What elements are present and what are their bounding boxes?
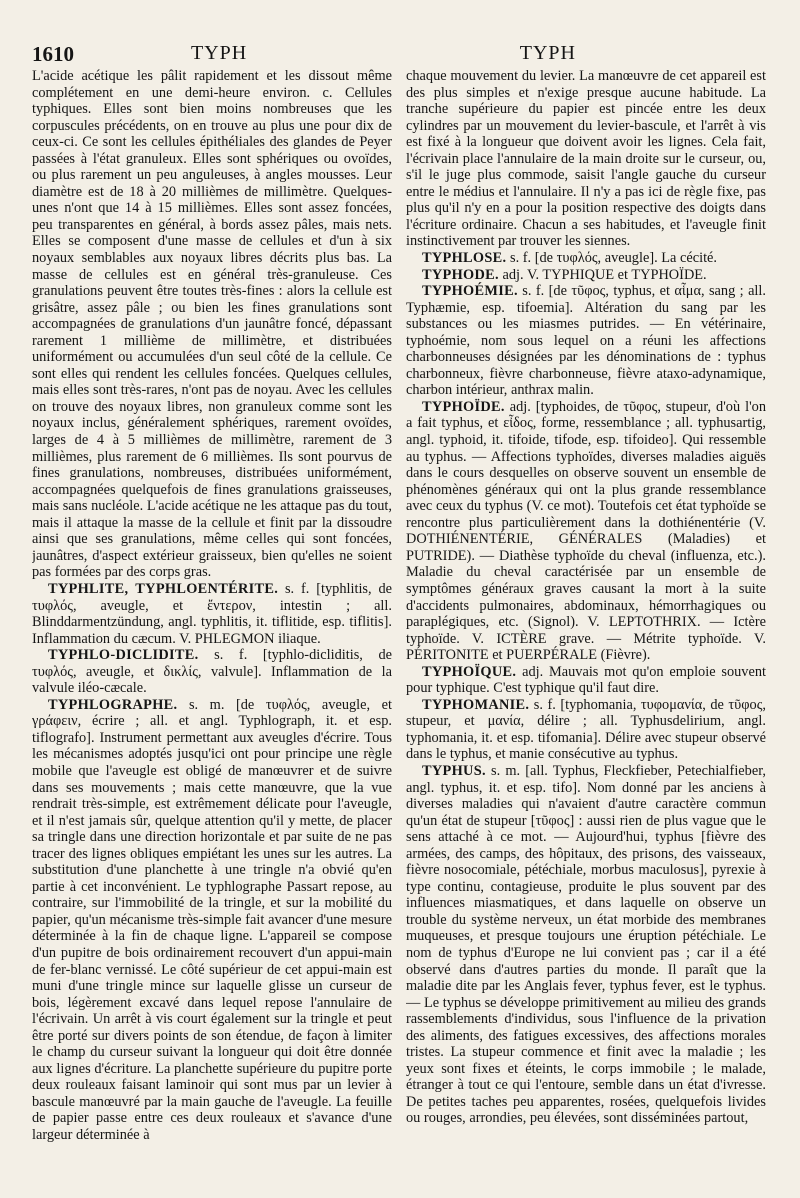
- definition: s. f. [de τῦφος, typhus, et αἷμα, sang ; all. Typhæmie, esp. tifoemia]. Altération du sang par les substances ou les miasmes putrides. — En vétérinaire, typhoémie, nom sous lequel on a réuni les affections charbonneuses désignées par les dénominations de : typhus charbonneux, fièvre charbonneuse, fièvre ataxo-adynamique, charbon intérieur, anthrax malin.: [406, 283, 766, 399]
- text-columns: [32, 68, 766, 1176]
- entry-typhoemie: [406, 283, 766, 399]
- definition: s. m. [all. Typhus, Fleckfieber, Petechialfieber, angl. typhus, it. et esp. tifo]. Nom donné par les anciens à diverses maladies qui n'avaient d'autre caractère commun qu'un état de stupeur [τῦφος] : aussi rien de plus vague que le sens attaché à ce mot. — Aujourd'hui, typhus [fièvre des armées, des camps, des hôpitaux, des prisons, des vaisseaux, fièvre nosocomiale, pétéchiale, morbus maculosus], pyrexie à type continu, contagieuse, produite le plus souvent par des influences miasmatiques, et dans laquelle on observe un trouble du système nerveux, un état morbide des membranes muqueuses, et presque toujours une éruption pétéchiale. Le nom de typhus d'Europe ne lui convient pas ; car il a été observé dans d'autres parties du monde. Il paraît que la maladie dite par les Anglais fever, typhus fever, est le typhus. — Le typhus se développe primitivement au milieu des grands rassemblements d'individus, sous l'influence de la privation des aliments, des fatigues excessives, des affections morales tristes. La stupeur commence et finit avec la maladie ; les yeux sont fixes et éteints, le corps immobile ; le malade, étranger à tout ce qui l'entoure, semble dans un état d'ivresse. De petites taches peu apparentes, rosées, quelquefois livides ou rouges, arrondies, peu élevées, sont disséminées partout,: [406, 762, 766, 1127]
- headword: TYPHLOSE.: [422, 250, 507, 267]
- definition: s. f. [typhomania, τυφομανία, de τῦφος, stupeur, et μανία, délire ; all. Typhusdelirium, angl. typhomania, it. et esp. tifomania]. Délire avec stupeur observé dans le typhus, et manie consécutive au typhus.: [406, 696, 766, 763]
- entry-typhlographe: [32, 697, 392, 1144]
- running-head-right: TYPH: [519, 42, 576, 64]
- definition: adj. Mauvais mot qu'on emploie souvent pour typhique. C'est typhique qu'il faut dire.: [406, 663, 766, 697]
- entry-typhomanie: [406, 697, 766, 763]
- definition: s. m. [de τυφλός, aveugle, et γράφειν, écrire ; all. et angl. Typhlograph, it. et esp. tiflografo]. Instrument permettant aux aveugles d'écrire. Tous les mécanismes adoptés jusqu'ici ont pour principe une règle mobile que l'aveugle est obligé de manœuvrer et de suivre dans ses mouvements ; mais cette manœuvre, que la vue rendrait très-simple, est extrêmement délicate pour l'aveugle, et il n'est jamais sûr, quelque attention qu'il y mette, de placer sa tringle dans une direction horizontale et par suite de ne pas tracer des lignes obliques empiétant les unes sur les autres. La substitution d'une planchette à une tringle n'a obvié qu'en partie à cet inconvénient. Le typhlographe Passart repose, au contraire, sur l'immobilité de la tringle, et sur la mobilité du papier, qu'un mécanisme très-simple fait avancer d'une mesure déterminée à la fin de chaque ligne. L'appareil se compose d'un pupitre de bois ordinairement recouvert d'un appui-main de fer-blanc vernissé. Le côté supérieur de cet appui-main est muni d'une tringle mince sur laquelle glisse un curseur de bois, légèrement excavé dans lequel repose l'annulaire de l'écrivain. Un arrêt à vis court également sur la tringle et peut être porté sur divers points de son étendue, de façon à limiter le champ du curseur suivant la longueur qui doit être donnée aux lignes d'écriture. La planchette supérieure du pupitre porte deux rouleaux faisant laminoir qui sont mus par un levier à bascule manœuvré par la main gauche de l'aveugle. La feuille de papier passe entre ces deux rouleaux et s'avance d'une largeur déterminée à: [32, 696, 392, 1143]
- typhique-continuation: L'acide acétique les pâlit rapidement et les dissout même complétement en une demi-heure environ. c. Cellules typhiques. Elles sont bien moins nombreuses que les corpuscules précédents, on en trouve au plus une pour dix de ceux-ci. Ce sont les cellules épithéliales des glandes de Peyer passées à l'état granuleux. Elles sont sphériques ou ovoïdes, ou plus rarement un peu anguleuses, à angles mousses. Leur diamètre est de 18 à 20 millièmes de millimètre. Quelques-unes n'ont que 14 à 15 millièmes. Elles sont assez foncées, peu transparentes en général, à bords assez pâles, mais nets. Elles se composent d'une masse de cellules et d'un à six noyaux semblables aux noyaux libres décrits plus bas. La masse de cellules est en général très-granuleuse. Ces granulations peuvent être toutes très-fines : alors la cellule est grisâtre, assez pâle ; ou bien les fines granulations sont accompagnées de granulations d'un jaunâtre foncé, dépassant rarement 1 millième de millimètre, et distribuées uniformément ou accumulées d'un seul côté de la cellule. Ce sont elles qui rendent les cellules foncées. Quelques cellules, mais elles sont très-rares, n'ont pas de noyau. Avec les cellules on trouve des noyaux libres, non granuleux comme sont les noyaux inclus, généralement sphériques, rarement ovoïdes, larges de 4 à 5 millièmes de millimètre, rarement de 3 millièmes, plus rarement de 6 millièmes. Ils sont pourvus de fines granulations, nombreuses, distribuées uniformément, accompagnées quelquefois de fines granulations graisseuses, mais sans nucléole. L'acide acétique ne les attaque pas du tout, mais il attaque la masse de la cellule et finit par la dissoudre ainsi que ses granulations, même celles qui sont foncées, jaunâtres, d'aspect extérieur graisseux, bien qu'elles ne soient pas formées par des corps gras.: [32, 68, 392, 581]
- headword: TYPHODE.: [422, 266, 499, 283]
- left-column: [32, 68, 392, 1176]
- entry-typhoide: [406, 399, 766, 664]
- definition: adj. [typhoides, de τῦφος, stupeur, d'où l'on a fait typhus, et εἶδος, forme, ressemblance ; all. typhusartig, angl. typhoid, it. tifoide, tifode, esp. tifoideo]. Qui ressemble au typhus. — Affections typhoïdes, diverses maladies aiguës dans le cours desquelles on observe souvent un ensemble de phénomènes généraux qui ont la plus grande ressemblance avec ceux du typhus (V. ce mot). Toutefois cet état typhoïde se rencontre plus particulièrement dans la dothiénentérie (V. DOTHIÉNENTÉRIE, GÉNÉRALES (Maladies) et PUTRIDE). — Diathèse typhoïde du cheval (influenza, etc.). Maladie du cheval caractérisée par un ensemble de symptômes généraux graves causant la mort à la suite d'accidents pulmonaires, abdominaux, hémorrhagiques ou paraplégiques, etc. (Signol). V. LEPTOTHRIX. — Ictère typhoïde. V. ICTÈRE grave. — Métrite typhoïde. V. PÉRITONITE et PUERPÉRALE (Fièvre).: [406, 398, 766, 664]
- running-head-left: TYPH: [191, 42, 248, 64]
- entry-typhode: [406, 267, 766, 284]
- right-column: [406, 68, 766, 1176]
- entry-typhlite: [32, 581, 392, 647]
- headword: TYPHLITE, TYPHLOENTÉRITE.: [48, 580, 279, 597]
- headword: TYPHOÏQUE.: [422, 663, 517, 680]
- entry-typhlose: [406, 250, 766, 267]
- typhlographe-continuation: chaque mouvement du levier. La manœuvre de cet appareil est des plus simples et n'exige presque aucune habitude. La tranche supérieure du papier est pincée entre les deux cylindres par un mouvement du levier-bascule, et l'arrêt à vis est fixé à la longueur que doivent avoir les lignes. Cela fait, l'écrivain place l'annulaire de la main droite sur le curseur, ou, s'il le juge plus commode, saisit l'angle gauche du curseur entre le médius et l'annulaire. Il n'y a pas ici de règle fixe, pas plus qu'il n'y en a pour la position respective des doigts dans l'écriture ordinaire. Chacun a ses habitudes, et l'aveugle finit instinctivement par trouver les siennes.: [406, 68, 766, 250]
- headword: TYPHOÉMIE.: [422, 283, 518, 300]
- page-number: 1610: [32, 42, 74, 66]
- headword: TYPHOMANIE.: [422, 696, 530, 713]
- headword: TYPHOÏDE.: [422, 398, 505, 415]
- definition: s. f. [typhlitis, de τυφλός, aveugle, et ἔντερον, intestin ; all. Blinddarmentzündung, angl. typhlitis, it. tiflitide, esp. tiflitis]. Inflammation du cæcum. V. PHLEGMON iliaque.: [32, 580, 392, 647]
- entry-typhlo-diclidite: [32, 647, 392, 697]
- entry-typhoique: [406, 664, 766, 697]
- headword: TYPHUS.: [422, 762, 486, 779]
- definition: s. f. [de τυφλός, aveugle]. La cécité.: [510, 250, 718, 267]
- headword: TYPHLO-DICLIDITE.: [48, 647, 199, 664]
- definition: s. f. [typhlo-dicliditis, de τυφλός, aveugle, et δικλίς, valvule]. Inflammation de la valvule iléo-cæcale.: [32, 647, 392, 697]
- page-header: [32, 42, 764, 66]
- entry-typhus: [406, 763, 766, 1127]
- definition: adj. V. TYPHIQUE et TYPHOÏDE.: [502, 266, 707, 283]
- headword: TYPHLOGRAPHE.: [48, 696, 178, 713]
